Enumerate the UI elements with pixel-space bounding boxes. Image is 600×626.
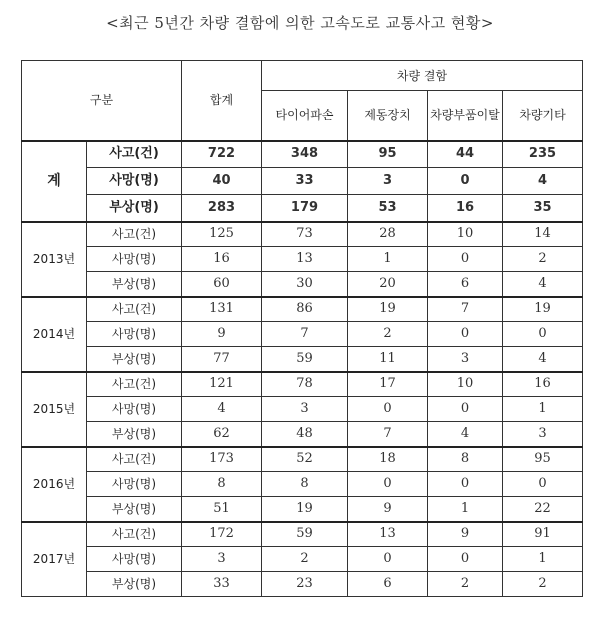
category-label: 사망(명) <box>87 168 182 195</box>
value-other: 4 <box>503 168 583 195</box>
category-label: 부상(명) <box>87 272 182 297</box>
table-row <box>22 447 583 472</box>
value-parts: 7 <box>428 297 503 322</box>
value-parts: 16 <box>428 195 503 222</box>
value-tire: 78 <box>262 372 348 397</box>
value-brake: 9 <box>348 497 428 522</box>
category-label: 사망(명) <box>87 547 182 572</box>
year-label: 2017년 <box>22 522 87 597</box>
value-parts: 0 <box>428 547 503 572</box>
table-row <box>22 572 583 597</box>
value-tire: 8 <box>262 472 348 497</box>
value-brake: 2 <box>348 322 428 347</box>
value-other: 1 <box>503 547 583 572</box>
value-tire: 3 <box>262 397 348 422</box>
value-tire: 348 <box>262 141 348 168</box>
header-group: 구분 <box>22 61 182 141</box>
value-other: 2 <box>503 572 583 597</box>
value-brake: 7 <box>348 422 428 447</box>
value-tire: 30 <box>262 272 348 297</box>
value-parts: 0 <box>428 168 503 195</box>
value-total: 62 <box>182 422 262 447</box>
value-parts: 3 <box>428 347 503 372</box>
table-row <box>22 547 583 572</box>
value-total: 9 <box>182 322 262 347</box>
header-col-other: 차량기타 <box>503 91 583 141</box>
category-label: 부상(명) <box>87 572 182 597</box>
value-total: 722 <box>182 141 262 168</box>
value-total: 3 <box>182 547 262 572</box>
value-other: 22 <box>503 497 583 522</box>
category-label: 사고(건) <box>87 522 182 547</box>
table-row <box>22 272 583 297</box>
table-row <box>22 297 583 322</box>
value-tire: 179 <box>262 195 348 222</box>
value-total: 51 <box>182 497 262 522</box>
category-label: 사고(건) <box>87 447 182 472</box>
value-total: 8 <box>182 472 262 497</box>
table-row <box>22 472 583 497</box>
table-row <box>22 222 583 247</box>
value-tire: 33 <box>262 168 348 195</box>
category-label: 사고(건) <box>87 372 182 397</box>
table-row <box>22 347 583 372</box>
value-tire: 23 <box>262 572 348 597</box>
value-other: 95 <box>503 447 583 472</box>
table-row <box>22 168 583 195</box>
value-total: 60 <box>182 272 262 297</box>
value-tire: 73 <box>262 222 348 247</box>
value-brake: 0 <box>348 397 428 422</box>
value-parts: 10 <box>428 372 503 397</box>
header-col-tire: 타이어파손 <box>262 91 348 141</box>
value-other: 16 <box>503 372 583 397</box>
value-total: 283 <box>182 195 262 222</box>
value-parts: 0 <box>428 472 503 497</box>
header-col-brake: 제동장치 <box>348 91 428 141</box>
value-parts: 8 <box>428 447 503 472</box>
value-tire: 48 <box>262 422 348 447</box>
value-brake: 0 <box>348 472 428 497</box>
value-tire: 59 <box>262 347 348 372</box>
value-parts: 0 <box>428 322 503 347</box>
category-label: 사고(건) <box>87 297 182 322</box>
value-other: 19 <box>503 297 583 322</box>
table-row <box>22 397 583 422</box>
table-row <box>22 372 583 397</box>
value-other: 235 <box>503 141 583 168</box>
table-row <box>22 522 583 547</box>
value-tire: 59 <box>262 522 348 547</box>
value-other: 3 <box>503 422 583 447</box>
value-other: 1 <box>503 397 583 422</box>
value-tire: 52 <box>262 447 348 472</box>
value-total: 4 <box>182 397 262 422</box>
value-brake: 28 <box>348 222 428 247</box>
value-total: 125 <box>182 222 262 247</box>
table-row <box>22 422 583 447</box>
value-parts: 1 <box>428 497 503 522</box>
value-total: 121 <box>182 372 262 397</box>
value-brake: 1 <box>348 247 428 272</box>
value-brake: 11 <box>348 347 428 372</box>
value-other: 91 <box>503 522 583 547</box>
header-defect-group: 차량 결함 <box>262 61 583 91</box>
value-brake: 0 <box>348 547 428 572</box>
value-parts: 10 <box>428 222 503 247</box>
value-other: 4 <box>503 272 583 297</box>
value-parts: 6 <box>428 272 503 297</box>
category-label: 부상(명) <box>87 422 182 447</box>
value-brake: 3 <box>348 168 428 195</box>
table-row <box>22 247 583 272</box>
value-brake: 20 <box>348 272 428 297</box>
value-total: 40 <box>182 168 262 195</box>
value-tire: 13 <box>262 247 348 272</box>
table-row <box>22 195 583 222</box>
value-total: 173 <box>182 447 262 472</box>
year-label: 2013년 <box>22 222 87 297</box>
category-label: 사고(건) <box>87 222 182 247</box>
total-label: 계 <box>22 141 87 222</box>
value-brake: 13 <box>348 522 428 547</box>
value-tire: 86 <box>262 297 348 322</box>
value-brake: 17 <box>348 372 428 397</box>
value-total: 172 <box>182 522 262 547</box>
value-parts: 44 <box>428 141 503 168</box>
value-brake: 19 <box>348 297 428 322</box>
value-brake: 95 <box>348 141 428 168</box>
value-total: 33 <box>182 572 262 597</box>
category-label: 부상(명) <box>87 347 182 372</box>
value-tire: 2 <box>262 547 348 572</box>
value-parts: 0 <box>428 247 503 272</box>
value-parts: 4 <box>428 422 503 447</box>
table-row <box>22 322 583 347</box>
year-label: 2016년 <box>22 447 87 522</box>
value-other: 0 <box>503 472 583 497</box>
value-parts: 2 <box>428 572 503 597</box>
accident-stats-table <box>21 60 583 597</box>
table-row <box>22 497 583 522</box>
category-label: 사망(명) <box>87 472 182 497</box>
value-total: 131 <box>182 297 262 322</box>
category-label: 사망(명) <box>87 247 182 272</box>
header-total: 합계 <box>182 61 262 141</box>
header-col-parts: 차량부품이탈 <box>428 91 503 141</box>
table-row <box>22 141 583 168</box>
category-label: 부상(명) <box>87 497 182 522</box>
value-other: 35 <box>503 195 583 222</box>
value-total: 77 <box>182 347 262 372</box>
value-brake: 53 <box>348 195 428 222</box>
value-other: 0 <box>503 322 583 347</box>
value-other: 2 <box>503 247 583 272</box>
category-label: 사고(건) <box>87 141 182 168</box>
category-label: 사망(명) <box>87 322 182 347</box>
value-other: 4 <box>503 347 583 372</box>
value-brake: 6 <box>348 572 428 597</box>
value-total: 16 <box>182 247 262 272</box>
value-brake: 18 <box>348 447 428 472</box>
value-tire: 19 <box>262 497 348 522</box>
value-tire: 7 <box>262 322 348 347</box>
year-label: 2014년 <box>22 297 87 372</box>
year-label: 2015년 <box>22 372 87 447</box>
category-label: 부상(명) <box>87 195 182 222</box>
page-title: <최근 5년간 차량 결함에 의한 고속도로 교통사고 현황> <box>106 14 494 32</box>
value-other: 14 <box>503 222 583 247</box>
value-parts: 9 <box>428 522 503 547</box>
category-label: 사망(명) <box>87 397 182 422</box>
value-parts: 0 <box>428 397 503 422</box>
